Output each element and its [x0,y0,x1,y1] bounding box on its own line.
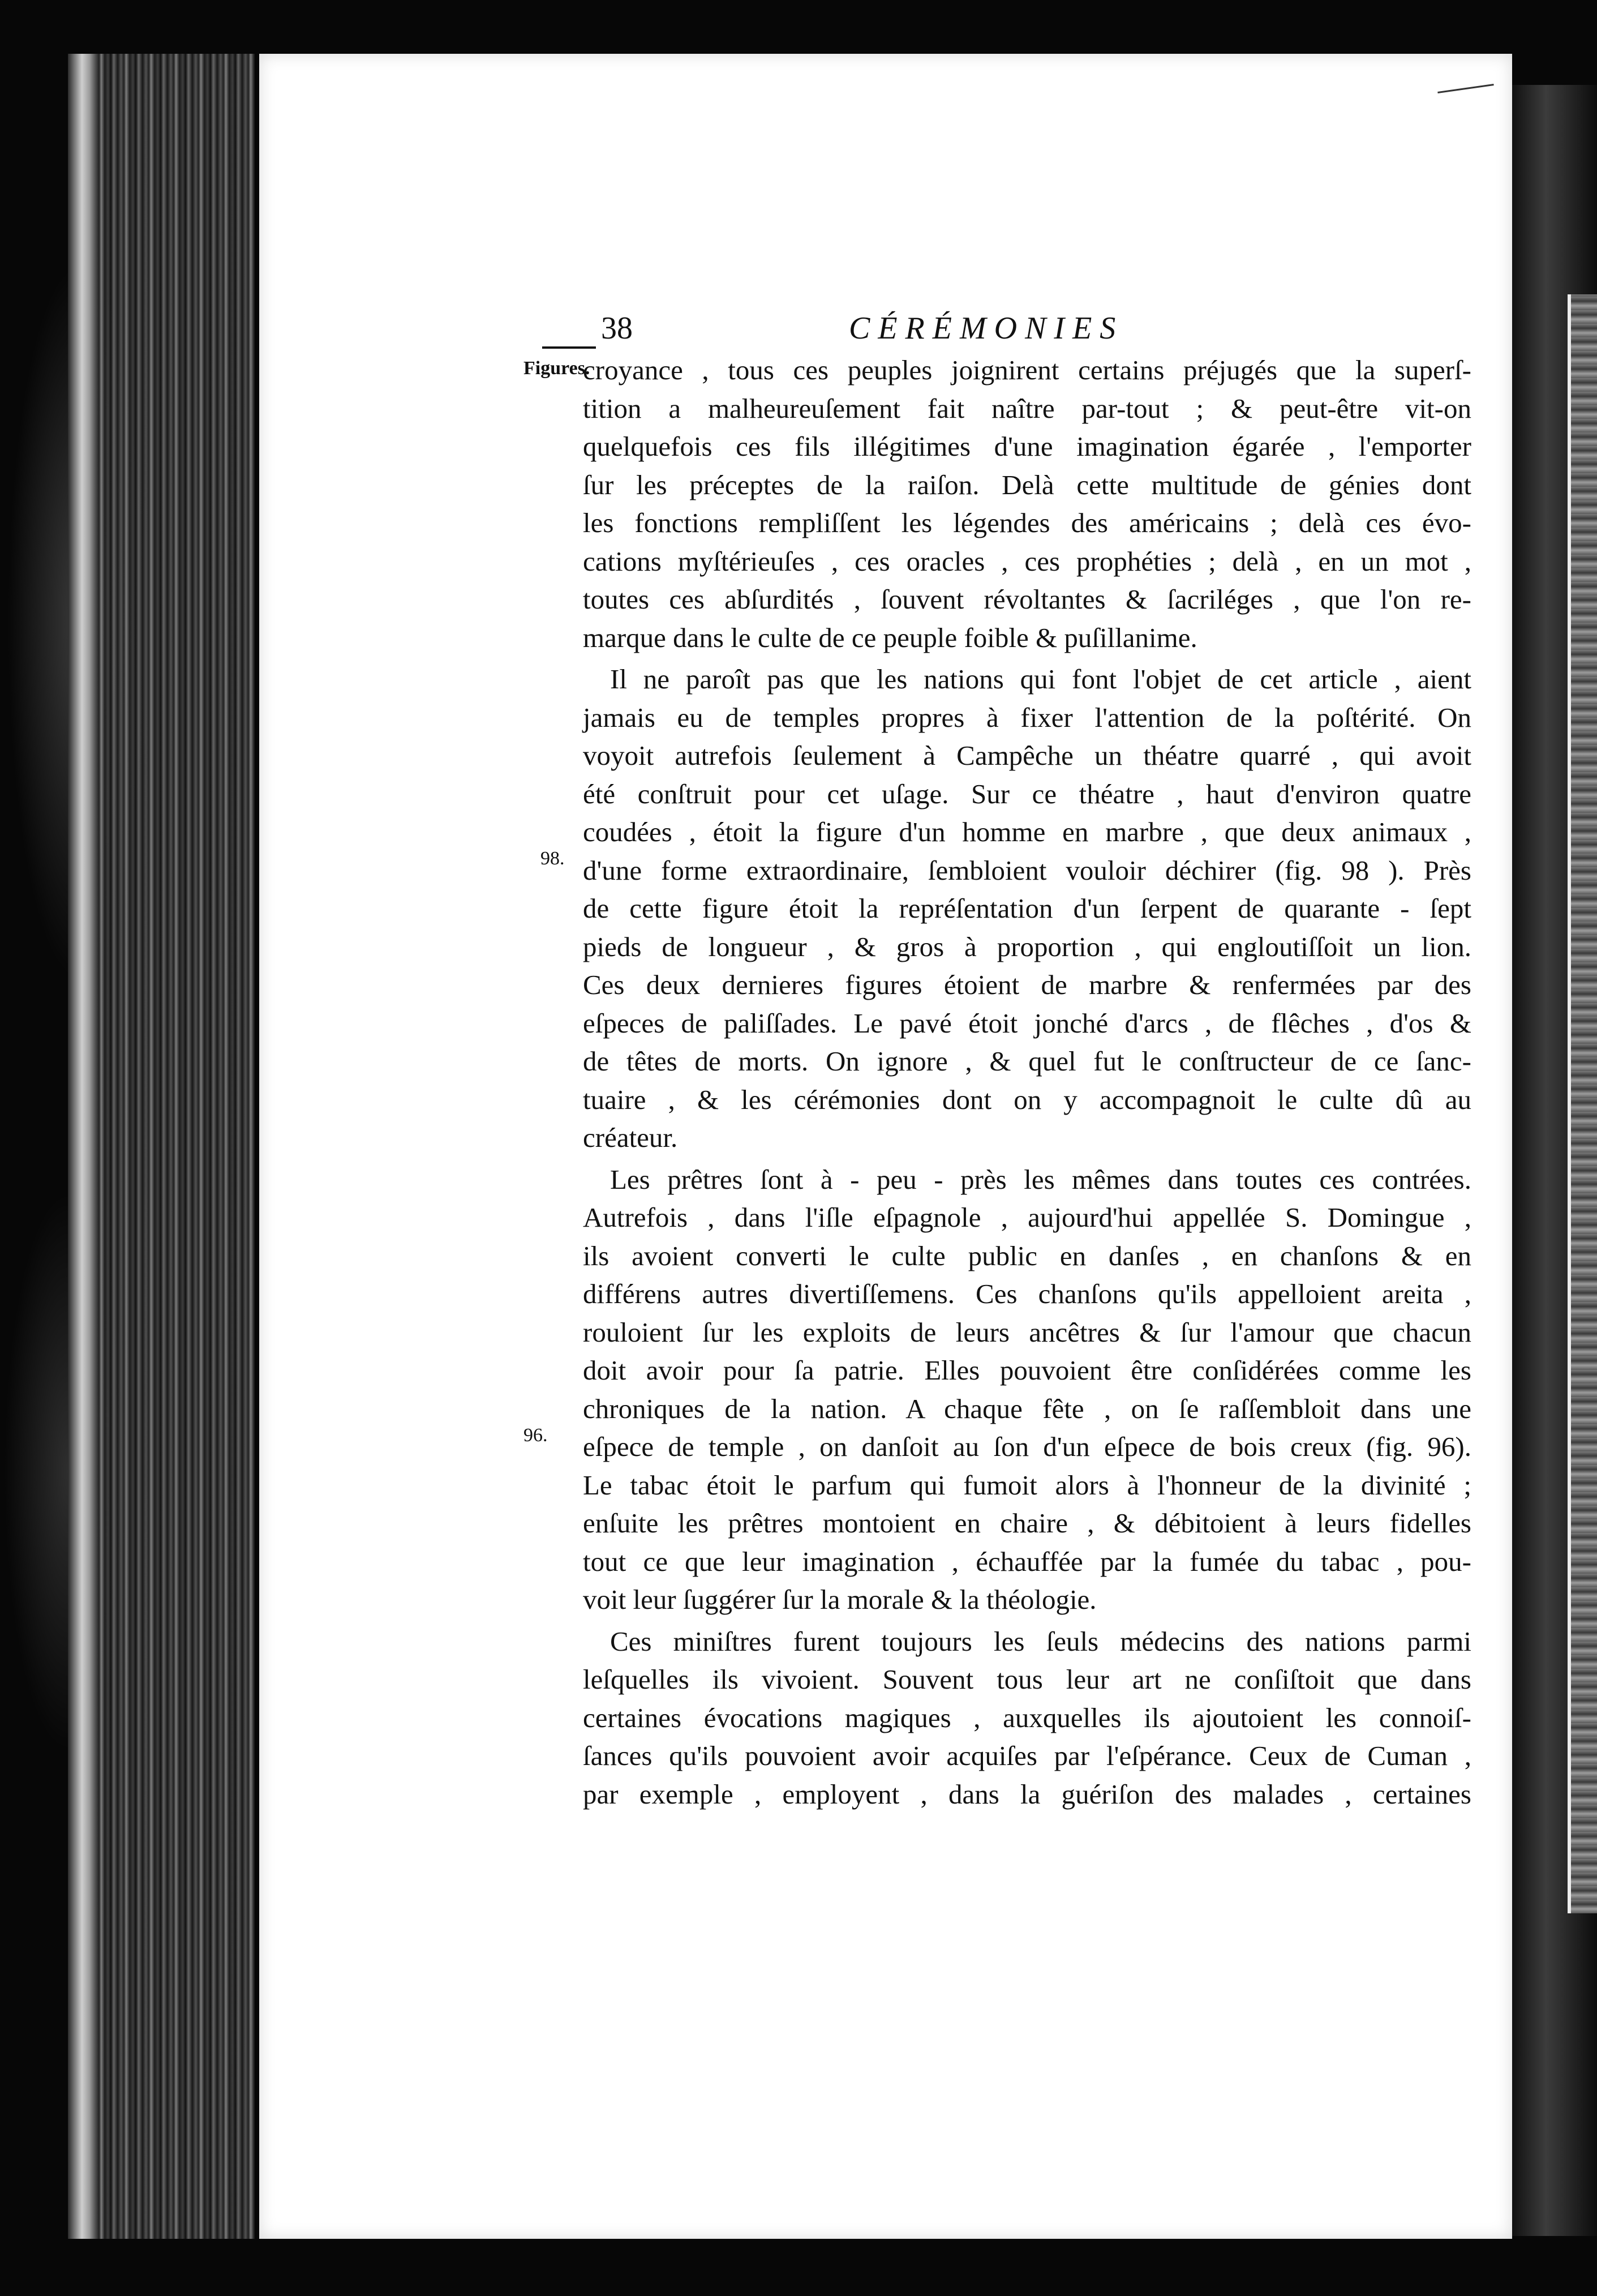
text-line: Ces miniſtres furent toujours les ſeuls médecins des nations parmi [610,1625,1471,1657]
paragraph-3 [583,1160,1471,1619]
text-line: créateur. [583,1122,678,1153]
text-line: doit avoir pour ſa patrie. Elles pouvoient être conſidérées comme les [583,1355,1471,1386]
text-line: ſur les préceptes de la raiſon. Delà cette multitude de génies dont [583,469,1471,500]
text-line: Les prêtres ſont à - peu - près les mêmes dans toutes ces contrées. [610,1163,1471,1195]
text-line: marque dans le culte de ce peuple foible & puſillanime. [583,622,1197,653]
text-line: cations myſtérieuſes , ces oracles , ces prophéties ; delà , en un mot , [583,545,1471,577]
text-line: jamais eu de temples propres à fixer l'attention de la poſtérité. On [583,701,1471,733]
margin-figure-ref-98: 98. [540,848,565,869]
text-line: tout ce que leur imagination , échauffée par la fumée du tabac , pou- [583,1545,1471,1577]
text-line: quelquefois ces fils illégitimes d'une imagination égarée , l'emporter [583,431,1471,462]
text-line: pieds de longueur , & gros à proportion , qui engloutiſſoit un lion. [583,931,1471,962]
text-line: de cette figure étoit la repréſentation d'un ſerpent de quarante - ſept [583,893,1471,924]
text-line: ils avoient converti le culte public en danſes , en chanſons & en [583,1240,1471,1271]
paragraph-2 [583,660,1471,1157]
text-line: par exemple , employent , dans la guériſon des malades , certaines [583,1778,1471,1810]
text-line: enſuite les prêtres montoient en chaire , & débitoient à leurs fidelles [583,1507,1471,1539]
text-line: voit leur ſuggérer ſur la morale & la théologie. [583,1584,1097,1615]
text-line: Ces deux dernieres figures étoient de marbre & renfermées par des [583,969,1471,1000]
text-line: d'une forme extraordinaire, ſembloient vouloir déchirer (fig. 98 ). Près [583,854,1471,886]
text-line: coudées , étoit la figure d'un homme en marbre , que deux animaux , [583,816,1471,847]
text-line: toutes ces abſurdités , ſouvent révoltantes & ſacriléges , que l'on re- [583,584,1471,615]
text-line: eſpece de temple , on danſoit au ſon d'un eſpece de bois creux (fig. 96). [583,1431,1471,1462]
paragraph-4 [583,1622,1471,1814]
text-line: eſpeces de paliſſades. Le pavé étoit jonché d'arcs , de flêches , d'os & [583,1007,1471,1039]
text-line: Autrefois , dans l'iſle eſpagnole , aujourd'hui appellée S. Domingue , [583,1202,1471,1233]
header-rule [542,346,596,349]
paragraph-1 [583,351,1471,657]
text-line: les fonctions rempliſſent les légendes des américains ; delà ces évo- [583,507,1471,538]
adjacent-page-edge [1568,294,1597,1913]
text-line: été conſtruit pour cet uſage. Sur ce théatre , haut d'environ quatre [583,778,1471,809]
text-line: rouloient ſur les exploits de leurs ancêtres & ſur l'amour que chacun [583,1316,1471,1348]
text-line: certaines évocations magiques , auxquelles ils ajoutoient les connoiſ- [583,1702,1471,1733]
text-column [583,351,1471,1813]
text-line: différens autres divertiſſemens. Ces chanſons qu'ils appelloient areita , [583,1278,1471,1309]
text-line: voyoit autrefois ſeulement à Campêche un théatre quarré , qui avoit [583,740,1471,771]
margin-label-figures: Figures. [523,358,590,379]
margin-figure-ref-96: 96. [523,1425,548,1446]
running-head: CÉRÉMONIES [849,311,1124,346]
page-number: 38 [601,311,633,346]
text-line: chroniques de la nation. A chaque fête , on ſe raſſembloit dans une [583,1393,1471,1424]
text-line: Le tabac étoit le parfum qui fumoit alors à l'honneur de la divinité ; [583,1469,1471,1501]
text-line: tuaire , & les cérémonies dont on y accompagnoit le culte dû au [583,1083,1471,1115]
text-line: de têtes de morts. On ignore , & quel fut le conſtructeur de ce ſanc- [583,1046,1471,1077]
text-line: tition a malheureuſement fait naître par-tout ; & peut-être vit-on [583,392,1471,424]
text-line: croyance , tous ces peuples joignirent certains préjugés que la superſ- [583,354,1471,385]
text-line: Il ne paroît pas que les nations qui font l'objet de cet article , aient [610,663,1471,695]
text-line: leſquelles ils vivoient. Souvent tous leur art ne conſiſtoit que dans [583,1664,1471,1695]
text-line: ſances qu'ils pouvoient avoir acquiſes par l'eſpérance. Ceux de Cuman , [583,1740,1471,1771]
spine-edge [68,54,99,2239]
